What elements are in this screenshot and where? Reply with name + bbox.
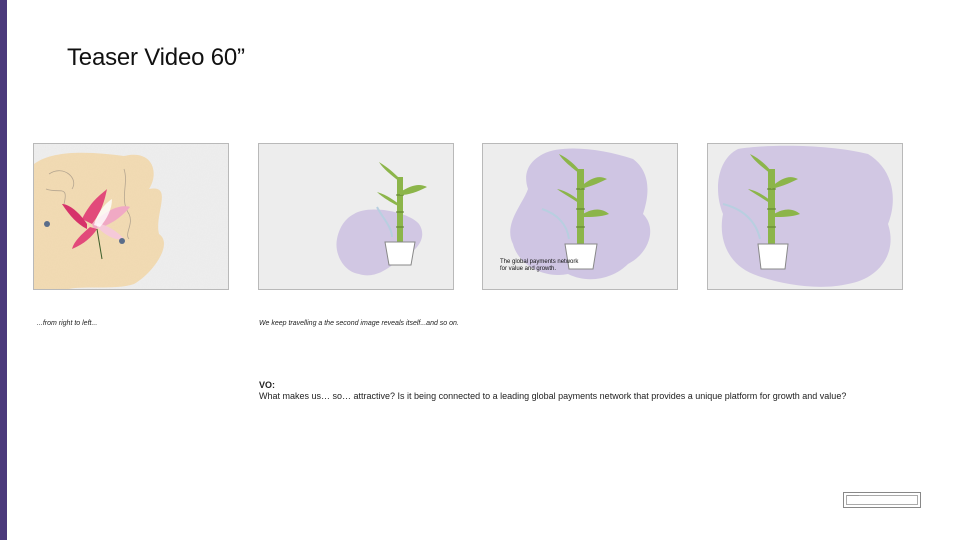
voiceover-text: What makes us… so… attractive? Is it being connected to a leading global payments network that provides a unique platform for growth and value? (259, 391, 847, 401)
slide-title: Teaser Video 60” (67, 44, 245, 71)
voiceover-block (259, 380, 899, 402)
voiceover-label: VO: (259, 380, 276, 390)
storyboard-frame-lotus (33, 143, 229, 290)
storyboard-frame-bamboo-3 (707, 143, 903, 290)
accent-bar (0, 0, 7, 540)
note-left: ...from right to left... (37, 320, 98, 327)
storyboard-frame-bamboo-2 (482, 143, 678, 290)
lotus-illustration-icon (34, 144, 229, 290)
stamp-box (843, 492, 921, 508)
frame-caption: The global payments network for value and growth. (500, 259, 579, 272)
storyboard-frame-bamboo-1 (258, 143, 454, 290)
stamp-text: ———— (847, 493, 859, 497)
note-right: We keep travelling a the second image reveals itself...and so on. (259, 320, 459, 327)
bamboo-plant-illustration-icon (259, 144, 454, 290)
bamboo-plant-illustration-icon (708, 144, 903, 290)
